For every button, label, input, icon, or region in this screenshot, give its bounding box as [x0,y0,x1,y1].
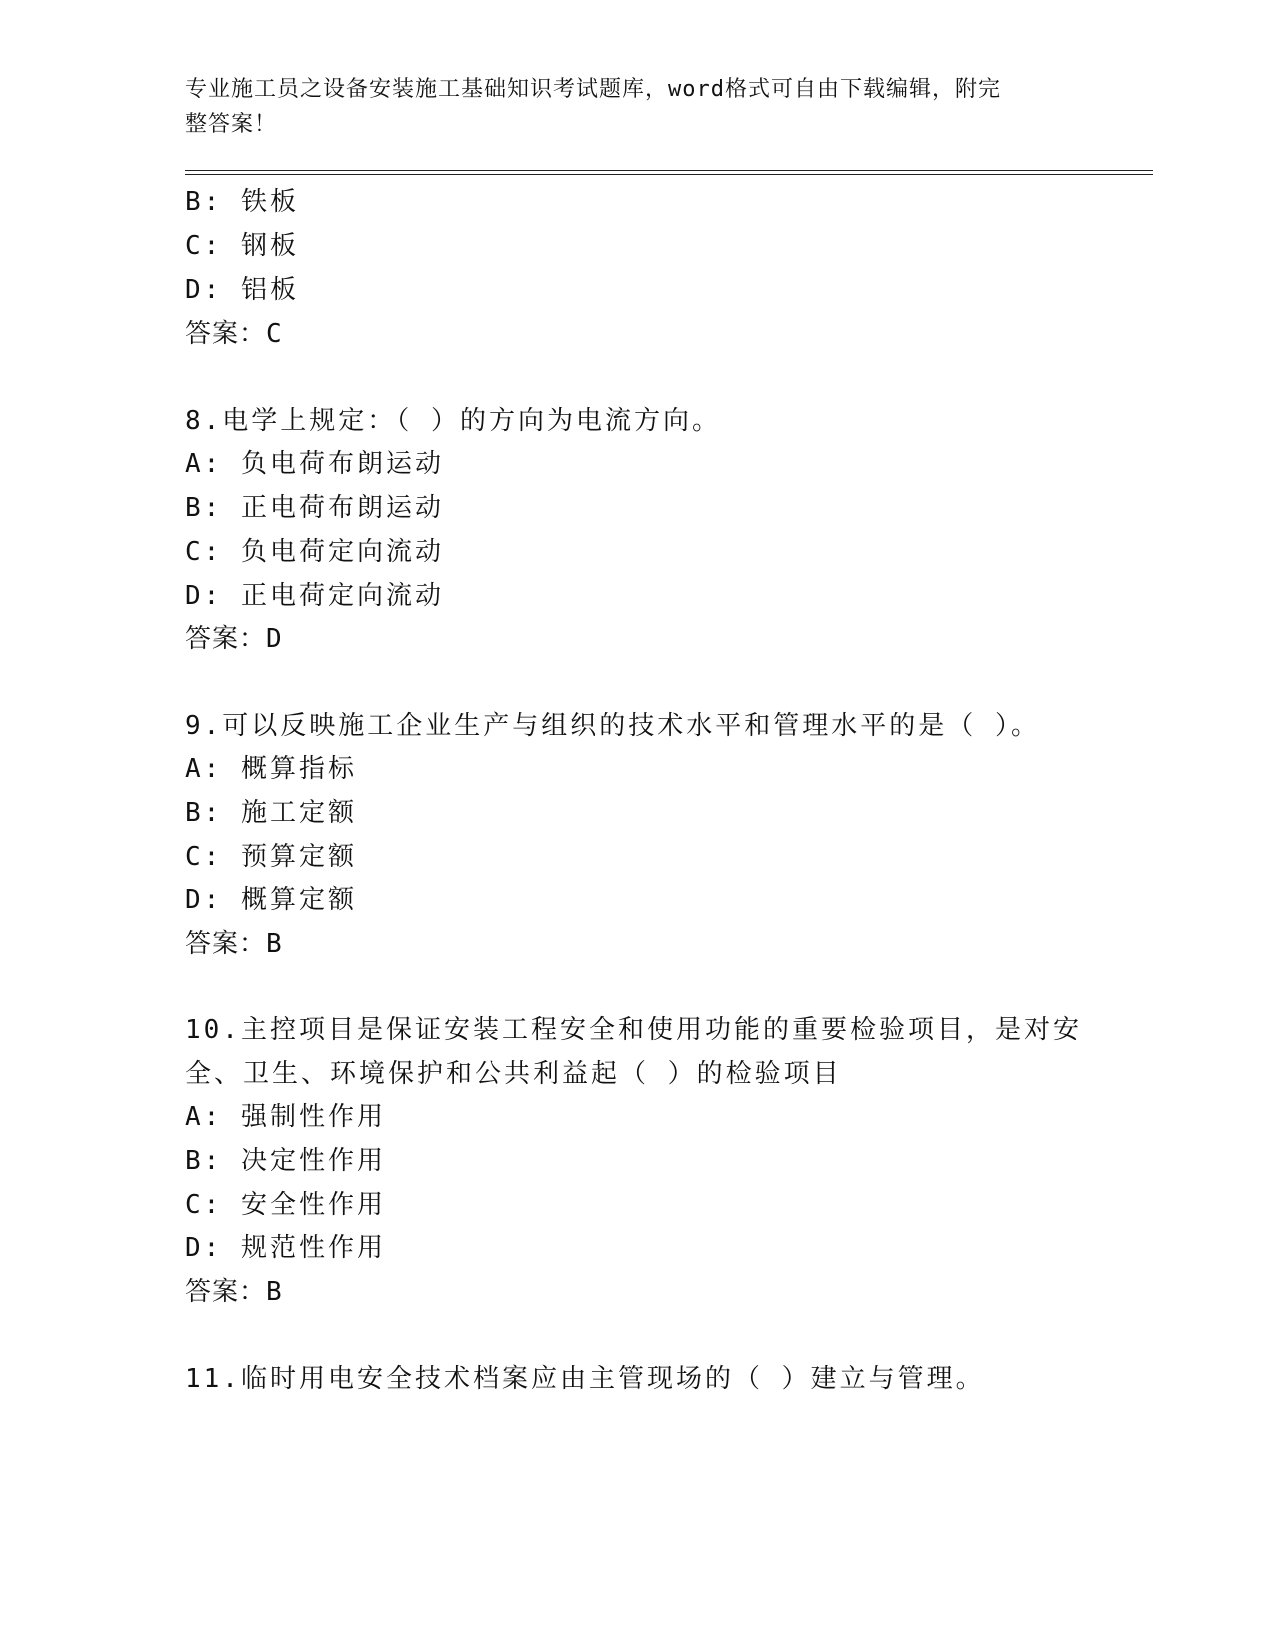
q9-answer: 答案：B [185,929,283,959]
header-line-2: 整答案！ [185,112,278,137]
q10-option-c: C: 安全性作用 [185,1190,386,1220]
q8-option-a: A: 负电荷布朗运动 [185,449,444,479]
q10-answer: 答案：B [185,1277,283,1307]
q7-option-b: B: 铁板 [185,187,299,217]
q8-option-b: B: 正电荷布朗运动 [185,493,444,523]
q7-option-d: D: 铝板 [185,275,299,305]
q11-stem: 11.临时用电安全技术档案应由主管现场的（ ）建立与管理。 [185,1364,985,1394]
q9-option-d: D: 概算定额 [185,885,357,915]
q7-answer: 答案：C [185,319,283,349]
header-rule-top [185,170,1153,171]
q10-stem-line-1: 10.主控项目是保证安装工程安全和使用功能的重要检验项目，是对安 [185,1015,1082,1045]
q9-stem: 9.可以反映施工企业生产与组织的技术水平和管理水平的是（ ）。 [185,711,1040,741]
q10-stem-line-2: 全、卫生、环境保护和公共利益起（ ）的检验项目 [185,1059,842,1089]
q10-option-b: B: 决定性作用 [185,1146,386,1176]
q10-option-d: D: 规范性作用 [185,1233,386,1263]
q10-option-a: A: 强制性作用 [185,1102,386,1132]
header-line-1: 专业施工员之设备安装施工基础知识考试题库，word格式可自由下载编辑，附完 [185,77,1001,102]
q9-option-b: B: 施工定额 [185,798,357,828]
q8-option-d: D: 正电荷定向流动 [185,581,444,611]
q8-stem: 8.电学上规定：（ ）的方向为电流方向。 [185,406,721,436]
q7-option-c: C: 钢板 [185,231,299,261]
q9-option-a: A: 概算指标 [185,754,357,784]
document-header [185,72,1065,142]
q9-option-c: C: 预算定额 [185,842,357,872]
q8-option-c: C: 负电荷定向流动 [185,537,444,567]
header-rule-bottom [185,174,1153,175]
q8-answer: 答案：D [185,624,283,654]
